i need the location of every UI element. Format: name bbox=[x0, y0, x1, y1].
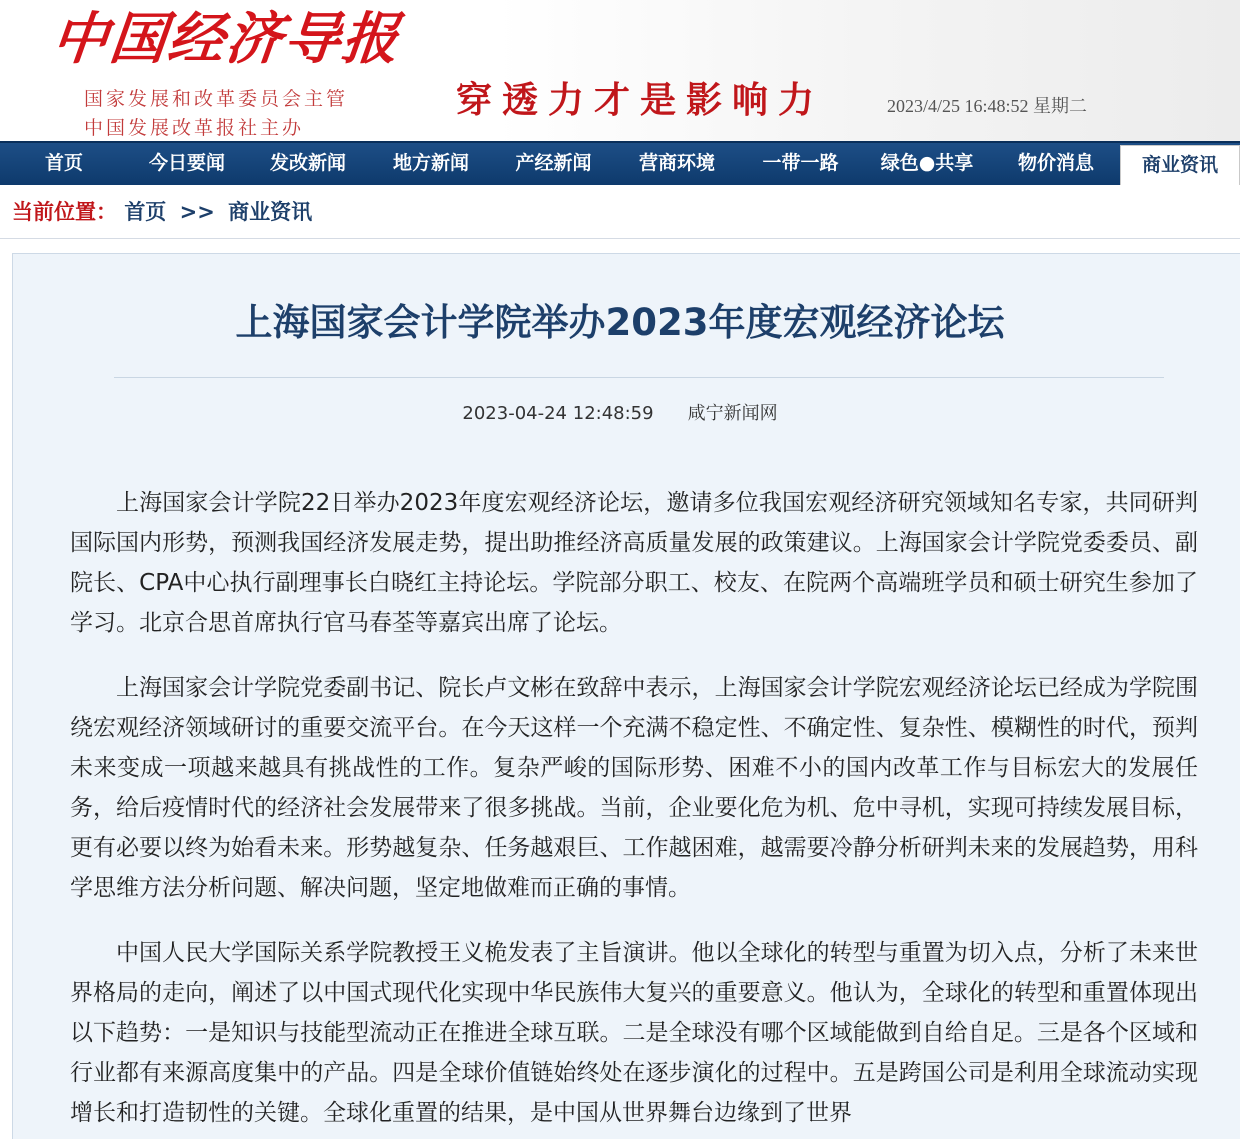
nav-item-business-environment[interactable]: 营商环境 bbox=[638, 152, 715, 174]
nav-item-local-news[interactable]: 地方新闻 bbox=[392, 152, 469, 174]
breadcrumb-separator: >> bbox=[179, 200, 215, 224]
article-title: 上海国家会计学院举办2023年度宏观经济论坛 bbox=[235, 301, 1005, 344]
logo-subtitle-publisher: 中国发展改革报社主办 bbox=[84, 117, 305, 139]
site-logo[interactable]: 中国经济导报 bbox=[48, 6, 404, 72]
breadcrumb-divider bbox=[0, 238, 1240, 239]
logo-subtitle-supervisor: 国家发展和改革委员会主管 bbox=[84, 88, 349, 110]
current-datetime: 2023/4/25 16:48:52 星期二 bbox=[887, 96, 1088, 116]
nav-item-ndrc-news[interactable]: 发改新闻 bbox=[269, 152, 346, 174]
nav-item-green-sharing[interactable]: 绿色●共享 bbox=[880, 152, 974, 174]
nav-item-business-info[interactable]: 商业资讯 bbox=[1120, 145, 1240, 185]
nav-item-today-news[interactable]: 今日要闻 bbox=[148, 152, 225, 174]
article-datetime: 2023-04-24 12:48:59 bbox=[462, 403, 654, 424]
article-body bbox=[70, 483, 1198, 1139]
article-source: 咸宁新闻网 bbox=[687, 403, 778, 424]
breadcrumb-home-link[interactable]: 首页 bbox=[124, 200, 167, 224]
breadcrumb-current[interactable]: 商业资讯 bbox=[228, 200, 313, 224]
breadcrumb-label: 当前位置： bbox=[12, 200, 117, 224]
main-nav bbox=[0, 141, 1240, 185]
site-slogan: 穿透力才是影响力 bbox=[456, 79, 825, 121]
title-divider bbox=[114, 377, 1164, 378]
site-header bbox=[0, 0, 1240, 141]
article-paragraph: 上海国家会计学院党委副书记、院长卢文彬在致辞中表示，上海国家会计学院宏观经济论坛已经成为学院围绕宏观经济领域研讨的重要交流平台。在今天这样一个充满不稳定性、不确定性、复杂性、模糊性的时代，预判未来变成一项越来越具有挑战性的工作。复杂严峻的国际形势、困难不小的国内改革工作与目标宏大的发展任务，给后疫情时代的经济社会发展带来了很多挑战。当前，企业要化危为机、危中寻机，实现可持续发展目标，更有必要以终为始看未来。形势越复杂、任务越艰巨、工作越困难，越需要冷静分析研判未来的发展趋势，用科学思维方法分析问题、解决问题，坚定地做难而正确的事情。 bbox=[70, 675, 1198, 901]
nav-item-industry-news[interactable]: 产经新闻 bbox=[515, 152, 592, 174]
article-paragraph: 上海国家会计学院22日举办2023年度宏观经济论坛，邀请多位我国宏观经济研究领域知名专家，共同研判国际国内形势，预测我国经济发展走势，提出助推经济高质量发展的政策建议。上海国家会计学院党委委员、副院长、CPA中心执行副理事长白晓红主持论坛。学院部分职工、校友、在院两个高端班学员和硕士研究生参加了学习。北京合思首席执行官马春荃等嘉宾出席了论坛。 bbox=[70, 490, 1198, 636]
article-paragraph: 中国人民大学国际关系学院教授王义桅发表了主旨演讲。他以全球化的转型与重置为切入点，分析了未来世界格局的走向，阐述了以中国式现代化实现中华民族伟大复兴的重要意义。他认为，全球化的转型和重置体现出以下趋势：一是知识与技能型流动正在推进全球互联。二是全球没有哪个区域能做到自给自足。三是各个区域和行业都有来源高度集中的产品。四是全球价值链始终处在逐步演化的过程中。五是跨国公司是利用全球流动实现增长和打造韧性的关键。全球化重置的结果，是中国从世界舞台边缘到了世界 bbox=[70, 940, 1198, 1126]
nav-item-home[interactable]: 首页 bbox=[44, 152, 83, 174]
breadcrumb bbox=[12, 196, 312, 230]
nav-item-price-news[interactable]: 物价消息 bbox=[1017, 152, 1094, 174]
nav-item-belt-and-road[interactable]: 一带一路 bbox=[762, 152, 839, 174]
article-meta bbox=[0, 399, 1240, 425]
